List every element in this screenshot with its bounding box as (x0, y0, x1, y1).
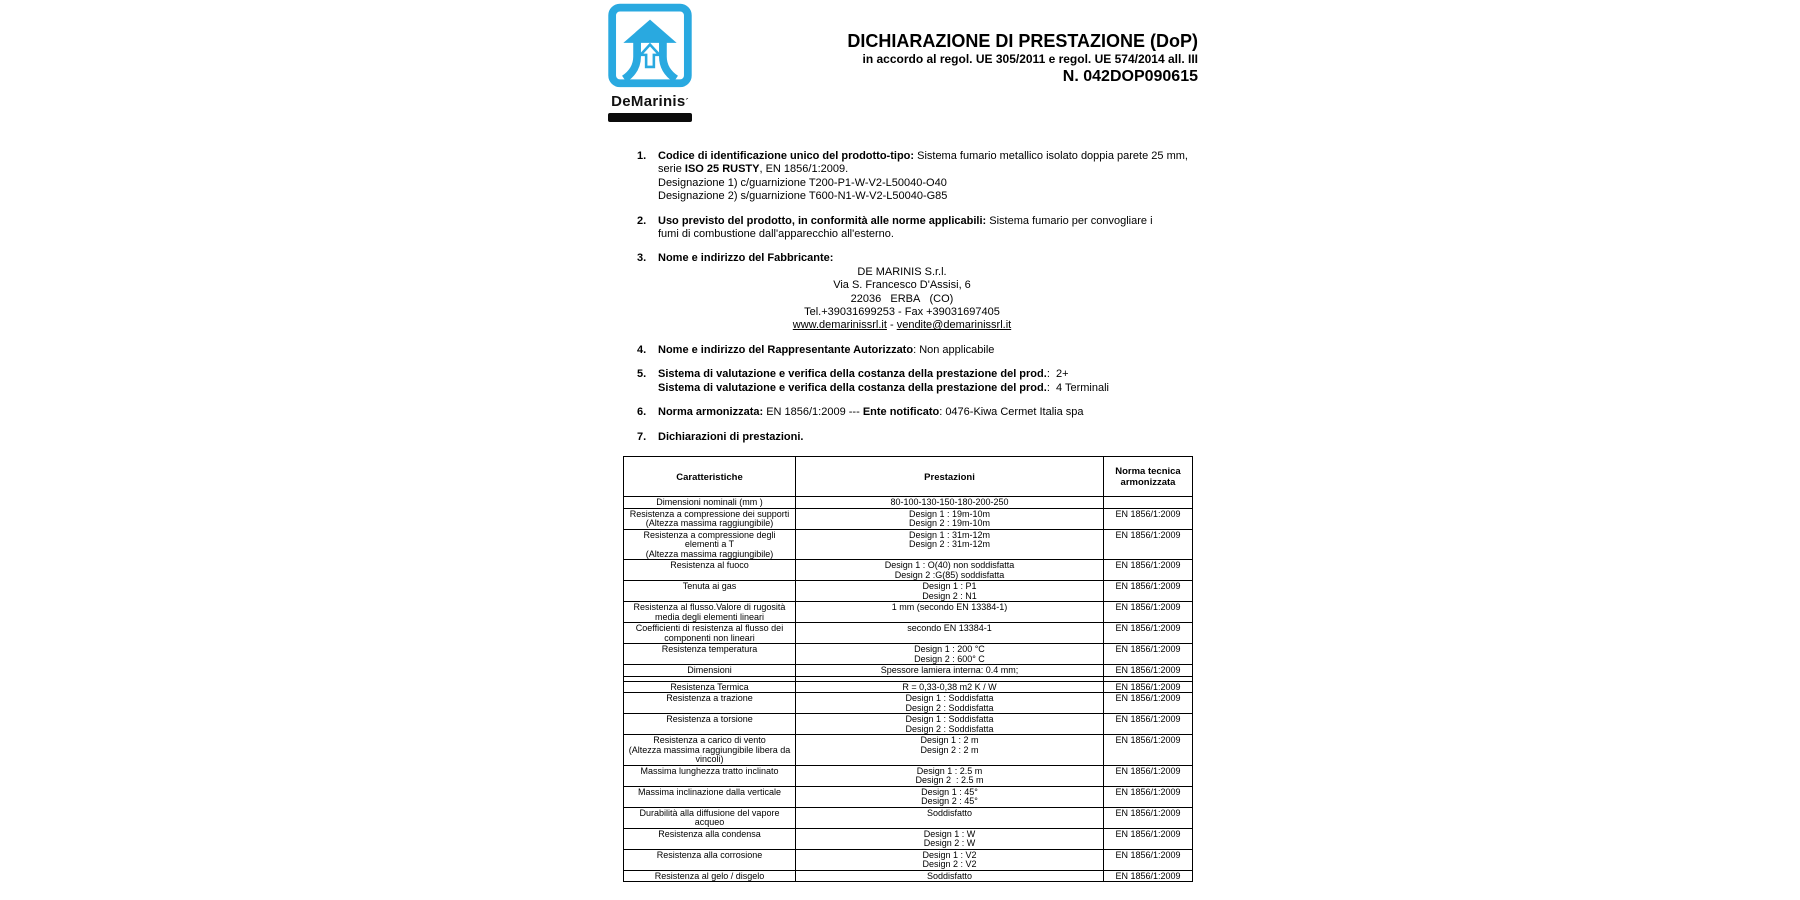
standard-cell: EN 1856/1:2009 (1104, 735, 1193, 766)
text-line (658, 306, 1146, 319)
text-line: (Altezza massima raggiungibile libera da (628, 744, 791, 755)
text-line: Design 1 : O(40) non soddisfatta (884, 560, 1015, 570)
table-row (624, 560, 1193, 581)
text-line: Design 2 : W (923, 838, 976, 848)
standard-cell: EN 1856/1:2009 (1104, 508, 1193, 529)
contact-link[interactable]: vendite@demarinissrl.it (896, 319, 1012, 332)
characteristic-cell (624, 623, 796, 644)
characteristic-cell (624, 714, 796, 735)
text-line: Resistenza al flusso.Valore di rugosità (633, 602, 786, 612)
standard-cell: EN 1856/1:2009 (1104, 786, 1193, 807)
characteristic-cell (624, 765, 796, 786)
text-line: Design 1 : 2 m (920, 735, 979, 745)
text-segment: Nome e indirizzo del Rappresentante Autorizzato (658, 343, 914, 356)
text-line: (Altezza massima raggiungibile) (645, 548, 774, 559)
text-line (658, 368, 1202, 381)
text-line: Design 2 :G(85) soddisfatta (894, 569, 1005, 580)
performance-cell (796, 714, 1104, 735)
table-body (624, 497, 1193, 882)
standard-cell: EN 1856/1:2009 (1104, 765, 1193, 786)
text-segment: : Non applicabile (913, 343, 995, 356)
text-line: Design 1 : Soddisfatta (905, 714, 994, 724)
performance-cell (796, 529, 1104, 560)
text-line (658, 406, 1202, 419)
text-segment: Sistema fumario metallico isolato doppia parete 25 mm, (914, 150, 1188, 162)
text-segment: Via S. Francesco D'Assisi, 6 (833, 279, 971, 292)
performance-cell (796, 602, 1104, 623)
table-row (624, 665, 1193, 677)
performance-cell (796, 870, 1104, 882)
characteristic-cell (624, 870, 796, 882)
text-line: elementi a T (684, 539, 735, 549)
characteristic-cell (624, 665, 796, 677)
table-row (624, 870, 1193, 882)
text-line (658, 177, 1202, 190)
standard-cell: EN 1856/1:2009 (1104, 681, 1193, 693)
sections (637, 150, 1202, 455)
performance-cell (796, 497, 1104, 509)
performance-cell (796, 681, 1104, 693)
text-segment: Designazione 1) c/guarnizione T200-P1-W-V2-L50040-O40 (658, 176, 947, 189)
dop-title: DICHIARAZIONE DI PRESTAZIONE (DoP) (847, 31, 1198, 51)
list-item-number: 7. (637, 430, 647, 443)
table-row (624, 529, 1193, 560)
performance-cell (796, 828, 1104, 849)
text-line: Resistenza temperatura (661, 644, 758, 654)
text-segment: fumi di combustione dall'apparecchio all'esterno. (658, 228, 894, 241)
text-line: 1 mm (secondo EN 13384-1) (891, 602, 1008, 612)
table-row (624, 581, 1193, 602)
text-line: acqueo (694, 817, 725, 827)
text-line: Design 2 : 19m-10m (908, 518, 991, 528)
text-segment: Ente notificato (862, 406, 940, 419)
standard-cell: EN 1856/1:2009 (1104, 714, 1193, 735)
text-line: Design 2 : V2 (922, 859, 977, 869)
text-line: Design 1 : Soddisfatta (905, 693, 994, 703)
list-item-4 (637, 344, 1202, 357)
text-line: (Altezza massima raggiungibile) (645, 518, 774, 528)
standard-cell: EN 1856/1:2009 (1104, 849, 1193, 870)
dop-number: N. 042DOP090615 (1062, 68, 1198, 85)
text-segment: Sistema di valutazione e verifica della costanza della prestazione del prod. (658, 381, 1047, 394)
column-header-2 (1104, 457, 1193, 497)
performance-cell (796, 693, 1104, 714)
table-row (624, 693, 1193, 714)
performance-cell (796, 735, 1104, 766)
characteristic-cell (624, 529, 796, 560)
list-item-7 (637, 431, 1202, 444)
contact-link[interactable]: www.demarinissrl.it (792, 319, 887, 332)
text-line (658, 279, 1146, 292)
text-line: Resistenza a torsione (666, 714, 753, 724)
text-line: Resistenza a trazione (666, 693, 753, 703)
text-segment: serie (658, 163, 685, 176)
performance-cell (796, 508, 1104, 529)
table-row (624, 623, 1193, 644)
list-item-number: 6. (637, 406, 647, 419)
text-segment: Tel.+39031699253 - Fax +39031697405 (804, 306, 1000, 319)
text-line: Resistenza a compressione degli (643, 529, 776, 540)
text-line (658, 293, 1146, 306)
standard-cell (1104, 497, 1193, 509)
text-line: media degli elementi lineari (654, 611, 765, 622)
standard-cell: EN 1856/1:2009 (1104, 560, 1193, 581)
list-item-number: 2. (637, 214, 647, 227)
text-line (658, 252, 1202, 265)
text-line: 80-100-130-150-180-200-250 (890, 497, 1009, 507)
column-header-0 (624, 457, 796, 497)
text-segment: Uso previsto del prodotto, in conformità alle norme applicabili: (658, 214, 987, 227)
table-row (624, 807, 1193, 828)
text-segment: - (886, 319, 897, 332)
table-row (624, 828, 1193, 849)
performance-table-wrap (623, 456, 1193, 882)
text-line: Design 1 : V2 (922, 849, 977, 860)
text-line: Design 1 : 19m-10m (908, 508, 991, 519)
brand-underline-bar (608, 113, 692, 122)
text-segment: Sistema di valutazione e verifica della costanza della prestazione del prod. (658, 368, 1047, 381)
list-item-number: 4. (637, 343, 647, 356)
characteristic-cell (624, 581, 796, 602)
text-line: Resistenza a carico di vento (653, 735, 766, 745)
characteristic-cell (624, 693, 796, 714)
table-row (624, 644, 1193, 665)
text-line: componenti non lineari (664, 632, 755, 643)
text-line (658, 190, 1202, 203)
text-line (658, 431, 1202, 444)
document-header (847, 31, 1198, 86)
standard-cell: EN 1856/1:2009 (1104, 644, 1193, 665)
table-row (624, 681, 1193, 693)
text-line: secondo EN 13384-1 (907, 623, 992, 633)
performance-cell (796, 807, 1104, 828)
characteristic-cell (624, 807, 796, 828)
characteristic-cell (624, 560, 796, 581)
text-line (658, 319, 1146, 332)
text-line: Design 1 : W (923, 828, 976, 839)
chimney-logo-icon (607, 3, 693, 93)
table-row (624, 849, 1193, 870)
text-line: Design 2 : 600° C (914, 653, 985, 664)
text-line: Resistenza alla corrosione (656, 849, 763, 860)
performance-cell (796, 644, 1104, 665)
standard-cell: EN 1856/1:2009 (1104, 665, 1193, 677)
text-line: Soddisfatto (926, 870, 973, 881)
text-line: Resistenza a compressione dei supporti (629, 508, 790, 519)
text-line: R = 0,33-0,38 m2 K / W (902, 681, 997, 692)
text-line: Dimensioni (687, 665, 732, 675)
list-item-6 (637, 406, 1202, 419)
text-segment: Sistema fumario per convogliare i (986, 214, 1153, 227)
table-row (624, 735, 1193, 766)
characteristic-cell (624, 828, 796, 849)
table-row (624, 497, 1193, 509)
characteristic-cell (624, 508, 796, 529)
text-line: Design 1 : 200 °C (914, 644, 985, 654)
table-row (624, 508, 1193, 529)
manufacturer-address (658, 266, 1146, 333)
text-line (658, 150, 1202, 163)
performance-cell (796, 786, 1104, 807)
text-line: Dimensioni nominali (mm ) (656, 497, 763, 507)
characteristic-cell (624, 497, 796, 509)
text-segment: Designazione 2) s/guarnizione T600-N1-W-V2-L50040-G85 (658, 190, 948, 203)
table-row (624, 786, 1193, 807)
characteristic-cell (624, 644, 796, 665)
text-segment: : 4 Terminali (1046, 381, 1109, 394)
performance-cell (796, 765, 1104, 786)
text-segment: ISO 25 RUSTY (684, 163, 760, 176)
text-line (658, 228, 1202, 241)
standard-cell: EN 1856/1:2009 (1104, 529, 1193, 560)
text-line: Resistenza Termica (670, 681, 749, 692)
characteristic-cell (624, 681, 796, 693)
text-line: Caratteristiche (676, 471, 743, 483)
text-line (658, 163, 1202, 176)
text-line: Resistenza al fuoco (670, 560, 749, 570)
text-line: Prestazioni (924, 471, 975, 483)
list-item-number: 1. (637, 150, 647, 162)
characteristic-cell (624, 735, 796, 766)
text-line (658, 215, 1202, 228)
brand-mark: ´ (685, 97, 689, 107)
text-line: vincoli) (695, 754, 724, 764)
text-segment: EN 1856/1:2009 --- (763, 406, 863, 419)
text-line: Design 2 : 2 m (920, 744, 979, 755)
list-item-1 (637, 150, 1202, 204)
text-line: Resistenza al gelo / disgelo (654, 870, 765, 881)
standard-cell: EN 1856/1:2009 (1104, 870, 1193, 882)
standard-cell: EN 1856/1:2009 (1104, 581, 1193, 602)
brand-logo (605, 3, 695, 122)
text-line: Design 2 : 45° (921, 796, 978, 806)
standard-cell: EN 1856/1:2009 (1104, 807, 1193, 828)
text-line: Resistenza alla condensa (658, 828, 761, 839)
standard-cell: EN 1856/1:2009 (1104, 828, 1193, 849)
performance-cell (796, 665, 1104, 677)
text-line: Massima lunghezza tratto inclinato (640, 765, 779, 776)
standard-cell: EN 1856/1:2009 (1104, 623, 1193, 644)
text-line: Durabilità alla diffusione del vapore (639, 807, 780, 818)
performance-cell (796, 581, 1104, 602)
text-line: Design 1 : P1 (922, 581, 977, 591)
text-line: Design 2 : Soddisfatta (905, 702, 994, 713)
text-segment: : 0476-Kiwa Cermet Italia spa (939, 406, 1084, 419)
declaration-table (623, 456, 1193, 882)
characteristic-cell (624, 786, 796, 807)
text-line (658, 344, 1202, 357)
list-item-number: 3. (637, 252, 647, 265)
list-item-5 (637, 368, 1202, 395)
column-header-1 (796, 457, 1104, 497)
text-segment: : 2+ (1046, 368, 1069, 381)
text-line: Soddisfatto (926, 807, 973, 818)
text-line: Design 2 : 2.5 m (915, 775, 984, 785)
performance-cell (796, 560, 1104, 581)
text-line: Tenuta ai gas (682, 581, 737, 591)
text-line: Coefficienti di resistenza al flusso dei (635, 623, 784, 633)
characteristic-cell (624, 849, 796, 870)
text-line: Design 1 : 45° (921, 786, 978, 797)
dop-subtitle: in accordo al regol. UE 305/2011 e regol. UE 574/2014 all. III (862, 52, 1198, 66)
text-line: Norma tecnica (1115, 466, 1181, 477)
table-row (624, 602, 1193, 623)
standard-cell: EN 1856/1:2009 (1104, 602, 1193, 623)
text-line (658, 266, 1146, 279)
text-line: Design 2 : 31m-12m (908, 539, 991, 549)
list-item-3 (637, 252, 1202, 332)
text-line: Design 2 : N1 (922, 590, 977, 601)
text-line: Design 2 : Soddisfatta (905, 723, 994, 734)
list-item-number: 5. (637, 368, 647, 381)
text-segment: DE MARINIS S.r.l. (857, 265, 947, 278)
text-segment: , EN 1856/1:2009. (759, 163, 849, 176)
text-line (658, 382, 1202, 395)
characteristic-cell (624, 602, 796, 623)
text-segment: 22036 ERBA (CO) (850, 292, 954, 305)
text-segment: Norma armonizzata: (658, 406, 764, 419)
text-line: Design 1 : 2.5 m (916, 765, 983, 776)
text-line: Massima inclinazione dalla verticale (637, 786, 782, 797)
text-line: Design 1 : 31m-12m (908, 529, 991, 540)
text-segment: Dichiarazioni di prestazioni. (658, 430, 804, 443)
brand-name: DeMarinis´ (611, 93, 689, 110)
text-segment: Nome e indirizzo del Fabbricante: (658, 252, 834, 265)
table-header-row (624, 457, 1193, 497)
table-head (624, 457, 1193, 497)
standard-cell: EN 1856/1:2009 (1104, 693, 1193, 714)
table-row (624, 765, 1193, 786)
performance-cell (796, 849, 1104, 870)
table-row (624, 714, 1193, 735)
performance-cell (796, 623, 1104, 644)
text-segment: Codice di identificazione unico del prodotto-tipo: (658, 150, 915, 162)
text-line: Spessore lamiera interna: 0.4 mm; (880, 665, 1019, 675)
text-line: armonizzata (1120, 477, 1176, 488)
list-item-2 (637, 215, 1202, 242)
